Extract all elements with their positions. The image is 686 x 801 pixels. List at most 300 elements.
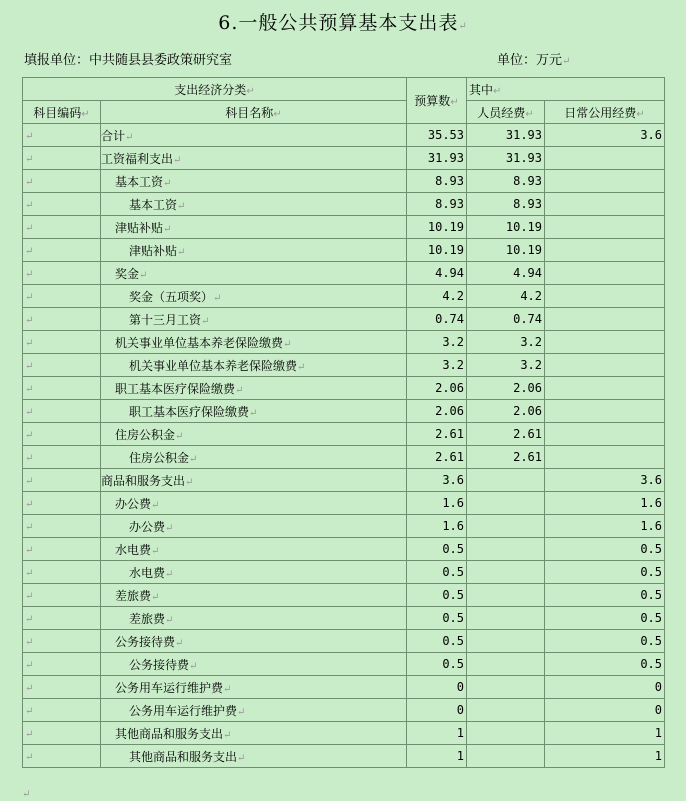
personnel-cell <box>467 515 545 538</box>
personnel-cell <box>467 561 545 584</box>
end-paragraph-mark <box>22 782 30 801</box>
item-name: 合计 <box>101 128 126 143</box>
name-cell <box>101 124 407 147</box>
personnel-cell <box>467 308 545 331</box>
personnel-cell <box>467 423 545 446</box>
table-row <box>23 262 665 285</box>
name-cell <box>101 331 407 354</box>
personnel-cell <box>467 722 545 745</box>
daily-cell <box>545 676 665 699</box>
paragraph-mark: ↵ <box>189 660 198 672</box>
daily-cell <box>545 216 665 239</box>
code-cell <box>23 676 101 699</box>
daily-cell <box>545 561 665 584</box>
paragraph-mark: ↵ <box>189 453 198 465</box>
personnel-cell <box>467 538 545 561</box>
table-row <box>23 354 665 377</box>
personnel-cell <box>467 193 545 216</box>
personnel-value: 4.2 <box>520 289 542 303</box>
daily-cell <box>545 262 665 285</box>
name-cell <box>101 262 407 285</box>
name-cell <box>101 239 407 262</box>
table-row <box>23 515 665 538</box>
currency-unit-text: 单位：万元 <box>497 53 563 68</box>
daily-cell <box>545 653 665 676</box>
budget-value: 1.6 <box>442 496 464 510</box>
item-name: 公务接待费 <box>115 634 176 649</box>
code-cell <box>23 515 101 538</box>
paragraph-mark: ↵ <box>273 108 282 120</box>
name-cell <box>101 147 407 170</box>
table-row <box>23 193 665 216</box>
personnel-cell <box>467 377 545 400</box>
paragraph-mark: ↵ <box>175 637 184 649</box>
expenditure-table <box>22 77 665 768</box>
paragraph-mark: ↵ <box>636 108 645 120</box>
table-row <box>23 147 665 170</box>
personnel-cell <box>467 630 545 653</box>
budget-value: 0.5 <box>442 634 464 648</box>
personnel-cell <box>467 492 545 515</box>
daily-cell <box>545 630 665 653</box>
name-cell <box>101 653 407 676</box>
header-code-label: 科目编码 <box>33 105 82 120</box>
code-cell <box>23 699 101 722</box>
budget-value: 3.2 <box>442 358 464 372</box>
paragraph-mark: ↵ <box>235 384 244 396</box>
header-budget <box>407 78 467 124</box>
table-row <box>23 216 665 239</box>
daily-cell <box>545 170 665 193</box>
personnel-value: 8.93 <box>513 197 542 211</box>
daily-value: 0.5 <box>640 588 662 602</box>
budget-value: 1.6 <box>442 519 464 533</box>
personnel-value: 2.61 <box>513 427 542 441</box>
name-cell <box>101 515 407 538</box>
code-cell <box>23 722 101 745</box>
paragraph-mark: ↵ <box>25 430 34 441</box>
paragraph-mark: ↵ <box>25 476 34 487</box>
budget-cell <box>407 262 467 285</box>
paragraph-mark: ↵ <box>163 223 172 235</box>
budget-cell <box>407 492 467 515</box>
code-cell <box>23 147 101 170</box>
name-cell <box>101 469 407 492</box>
code-cell <box>23 170 101 193</box>
personnel-cell <box>467 469 545 492</box>
budget-cell <box>407 239 467 262</box>
name-cell <box>101 699 407 722</box>
paragraph-mark: ↵ <box>173 154 182 166</box>
item-name: 公务用车运行维护费 <box>129 703 238 718</box>
paragraph-mark: ↵ <box>25 660 34 671</box>
item-name: 奖金 <box>115 266 140 281</box>
paragraph-mark: ↵ <box>450 97 459 108</box>
paragraph-mark: ↵ <box>151 499 160 511</box>
name-cell <box>101 285 407 308</box>
paragraph-mark: ↵ <box>25 246 34 257</box>
table-row <box>23 561 665 584</box>
header-name-label: 科目名称 <box>225 105 274 120</box>
item-name: 办公费 <box>115 496 152 511</box>
daily-value: 1.6 <box>640 519 662 533</box>
code-cell <box>23 354 101 377</box>
item-name: 第十三月工资 <box>129 312 202 327</box>
budget-cell <box>407 124 467 147</box>
paragraph-mark: ↵ <box>25 315 34 326</box>
daily-cell <box>545 469 665 492</box>
personnel-cell <box>467 124 545 147</box>
daily-cell <box>545 699 665 722</box>
paragraph-mark: ↵ <box>25 614 34 625</box>
daily-cell <box>545 745 665 768</box>
code-cell <box>23 561 101 584</box>
code-cell <box>23 400 101 423</box>
budget-value: 0 <box>456 680 464 694</box>
header-name <box>101 101 407 124</box>
name-cell <box>101 561 407 584</box>
code-cell <box>23 262 101 285</box>
paragraph-mark: ↵ <box>165 614 174 626</box>
budget-cell <box>407 630 467 653</box>
name-cell <box>101 584 407 607</box>
budget-value: 2.06 <box>435 404 464 418</box>
table-row <box>23 676 665 699</box>
paragraph-mark: ↵ <box>25 223 34 234</box>
daily-value: 0 <box>654 680 662 694</box>
item-name: 机关事业单位基本养老保险缴费 <box>115 335 284 350</box>
paragraph-mark: ↵ <box>25 338 34 349</box>
paragraph-mark: ↵ <box>25 407 34 418</box>
personnel-cell <box>467 607 545 630</box>
personnel-cell <box>467 262 545 285</box>
budget-cell <box>407 216 467 239</box>
daily-cell <box>545 285 665 308</box>
daily-cell <box>545 515 665 538</box>
name-cell <box>101 492 407 515</box>
header-row-1 <box>23 78 665 101</box>
code-cell <box>23 630 101 653</box>
reporting-unit <box>24 49 232 68</box>
table-row <box>23 170 665 193</box>
code-cell <box>23 538 101 561</box>
header-daily <box>545 101 665 124</box>
title-text: 6.一般公共预算基本支出表 <box>218 12 459 34</box>
budget-value: 1 <box>456 749 464 763</box>
budget-value: 0.74 <box>435 312 464 326</box>
header-among-label: 其中 <box>469 82 494 97</box>
personnel-cell <box>467 216 545 239</box>
budget-value: 0 <box>456 703 464 717</box>
personnel-cell <box>467 170 545 193</box>
table-row <box>23 400 665 423</box>
personnel-value: 10.19 <box>505 243 542 257</box>
daily-cell <box>545 239 665 262</box>
daily-cell <box>545 147 665 170</box>
paragraph-mark: ↵ <box>25 591 34 602</box>
daily-cell <box>545 446 665 469</box>
budget-cell <box>407 308 467 331</box>
paragraph-mark: ↵ <box>237 706 246 718</box>
daily-value: 3.6 <box>640 473 662 487</box>
code-cell <box>23 331 101 354</box>
paragraph-mark: ↵ <box>151 545 160 557</box>
paragraph-mark: ↵ <box>25 361 34 372</box>
personnel-value: 10.19 <box>505 220 542 234</box>
personnel-cell <box>467 354 545 377</box>
budget-cell <box>407 400 467 423</box>
daily-value: 0.5 <box>640 634 662 648</box>
header-daily-label: 日常公用经费 <box>564 105 637 120</box>
paragraph-mark: ↵ <box>297 361 306 373</box>
table-row <box>23 423 665 446</box>
name-cell <box>101 423 407 446</box>
item-name: 办公费 <box>129 519 166 534</box>
personnel-cell <box>467 446 545 469</box>
personnel-cell <box>467 285 545 308</box>
budget-cell <box>407 331 467 354</box>
budget-cell <box>407 676 467 699</box>
paragraph-mark: ↵ <box>25 177 34 188</box>
table-row <box>23 745 665 768</box>
table-row <box>23 538 665 561</box>
paragraph-mark: ↵ <box>25 499 34 510</box>
paragraph-mark: ↵ <box>185 476 194 488</box>
table-row <box>23 607 665 630</box>
daily-cell <box>545 193 665 216</box>
budget-cell <box>407 446 467 469</box>
paragraph-mark: ↵ <box>283 338 292 350</box>
table-row <box>23 308 665 331</box>
budget-cell <box>407 561 467 584</box>
table-body <box>23 124 665 768</box>
paragraph-mark: ↵ <box>249 407 258 419</box>
budget-cell <box>407 285 467 308</box>
table-row <box>23 377 665 400</box>
budget-cell <box>407 423 467 446</box>
name-cell <box>101 630 407 653</box>
daily-value: 0 <box>654 703 662 717</box>
personnel-value: 2.61 <box>513 450 542 464</box>
code-cell <box>23 607 101 630</box>
table-row <box>23 630 665 653</box>
paragraph-mark: ↵ <box>25 706 34 717</box>
paragraph-mark: ↵ <box>458 21 468 32</box>
daily-value: 3.6 <box>640 128 662 142</box>
budget-value: 4.94 <box>435 266 464 280</box>
budget-value: 0.5 <box>442 588 464 602</box>
daily-cell <box>545 423 665 446</box>
budget-value: 2.06 <box>435 381 464 395</box>
table-row <box>23 699 665 722</box>
paragraph-mark: ↵ <box>25 683 34 694</box>
budget-value: 31.93 <box>427 151 464 165</box>
paragraph-mark: ↵ <box>81 108 90 120</box>
paragraph-mark: ↵ <box>201 315 210 327</box>
personnel-value: 4.94 <box>513 266 542 280</box>
personnel-value: 8.93 <box>513 174 542 188</box>
paragraph-mark: ↵ <box>25 154 34 165</box>
budget-value: 8.93 <box>435 197 464 211</box>
budget-value: 0.5 <box>442 542 464 556</box>
budget-cell <box>407 745 467 768</box>
item-name: 其他商品和服务支出 <box>115 726 224 741</box>
item-name: 机关事业单位基本养老保险缴费 <box>129 358 298 373</box>
table-row <box>23 331 665 354</box>
daily-cell <box>545 354 665 377</box>
budget-value: 35.53 <box>427 128 464 142</box>
item-name: 职工基本医疗保险缴费 <box>115 381 236 396</box>
header-among <box>467 78 665 101</box>
name-cell <box>101 170 407 193</box>
daily-cell <box>545 722 665 745</box>
paragraph-mark: ↵ <box>139 269 148 281</box>
reporting-unit-text: 填报单位：中共随县县委政策研究室 <box>24 53 233 68</box>
table-row <box>23 239 665 262</box>
paragraph-mark: ↵ <box>25 752 34 763</box>
code-cell <box>23 492 101 515</box>
budget-cell <box>407 147 467 170</box>
daily-value: 0.5 <box>640 611 662 625</box>
item-name: 其他商品和服务支出 <box>129 749 238 764</box>
daily-value: 0.5 <box>640 565 662 579</box>
personnel-value: 3.2 <box>520 358 542 372</box>
paragraph-mark: ↵ <box>175 430 184 442</box>
header-personnel-label: 人员经费 <box>477 105 526 120</box>
budget-cell <box>407 653 467 676</box>
paragraph-mark: ↵ <box>165 522 174 534</box>
item-name: 奖金（五项奖） <box>129 289 214 304</box>
budget-value: 3.6 <box>442 473 464 487</box>
code-cell <box>23 285 101 308</box>
daily-cell <box>545 124 665 147</box>
budget-cell <box>407 469 467 492</box>
personnel-cell <box>467 676 545 699</box>
daily-cell <box>545 400 665 423</box>
budget-cell <box>407 354 467 377</box>
paragraph-mark: ↵ <box>25 522 34 533</box>
budget-value: 10.19 <box>427 220 464 234</box>
header-category <box>23 78 407 101</box>
paragraph-mark: ↵ <box>25 200 34 211</box>
item-name: 差旅费 <box>129 611 166 626</box>
paragraph-mark: ↵ <box>25 269 34 280</box>
item-name: 住房公积金 <box>129 450 190 465</box>
paragraph-mark: ↵ <box>163 177 172 189</box>
item-name: 水电费 <box>115 542 152 557</box>
personnel-cell <box>467 147 545 170</box>
budget-value: 0.5 <box>442 565 464 579</box>
paragraph-mark: ↵ <box>25 292 34 303</box>
daily-value: 0.5 <box>640 542 662 556</box>
paragraph-mark: ↵ <box>25 729 34 740</box>
name-cell <box>101 676 407 699</box>
paragraph-mark: ↵ <box>237 752 246 764</box>
paragraph-mark: ↵ <box>525 108 534 120</box>
daily-value: 1.6 <box>640 496 662 510</box>
paragraph-mark: ↵ <box>223 683 232 695</box>
item-name: 基本工资 <box>129 197 178 212</box>
paragraph-mark: ↵ <box>25 568 34 579</box>
code-cell <box>23 446 101 469</box>
paragraph-mark: ↵ <box>223 729 232 741</box>
daily-cell <box>545 584 665 607</box>
daily-cell <box>545 607 665 630</box>
table-row <box>23 653 665 676</box>
budget-cell <box>407 193 467 216</box>
paragraph-mark: ↵ <box>246 85 255 97</box>
header-personnel <box>467 101 545 124</box>
table-row <box>23 584 665 607</box>
document-title <box>0 8 686 35</box>
item-name: 住房公积金 <box>115 427 176 442</box>
personnel-cell <box>467 745 545 768</box>
code-cell <box>23 124 101 147</box>
personnel-cell <box>467 239 545 262</box>
currency-unit <box>497 49 570 68</box>
budget-value: 1 <box>456 726 464 740</box>
name-cell <box>101 354 407 377</box>
item-name: 商品和服务支出 <box>101 473 186 488</box>
budget-value: 10.19 <box>427 243 464 257</box>
budget-value: 3.2 <box>442 335 464 349</box>
paragraph-mark: ↵ <box>213 292 222 304</box>
name-cell <box>101 745 407 768</box>
name-cell <box>101 538 407 561</box>
name-cell <box>101 308 407 331</box>
code-cell <box>23 745 101 768</box>
header-code <box>23 101 101 124</box>
personnel-value: 31.93 <box>505 128 542 142</box>
personnel-value: 2.06 <box>513 381 542 395</box>
budget-cell <box>407 515 467 538</box>
budget-cell <box>407 170 467 193</box>
item-name: 水电费 <box>129 565 166 580</box>
budget-cell <box>407 584 467 607</box>
paragraph-mark: ↵ <box>25 637 34 648</box>
daily-cell <box>545 538 665 561</box>
code-cell <box>23 377 101 400</box>
name-cell <box>101 400 407 423</box>
budget-value: 4.2 <box>442 289 464 303</box>
name-cell <box>101 446 407 469</box>
code-cell <box>23 308 101 331</box>
table-row <box>23 492 665 515</box>
table-row <box>23 722 665 745</box>
table-row <box>23 285 665 308</box>
personnel-cell <box>467 331 545 354</box>
daily-value: 0.5 <box>640 657 662 671</box>
paragraph-mark: ↵ <box>22 789 31 800</box>
budget-cell <box>407 699 467 722</box>
budget-value: 2.61 <box>435 427 464 441</box>
budget-cell <box>407 607 467 630</box>
name-cell <box>101 377 407 400</box>
header-row-2 <box>23 101 665 124</box>
item-name: 公务接待费 <box>129 657 190 672</box>
personnel-value: 0.74 <box>513 312 542 326</box>
code-cell <box>23 584 101 607</box>
name-cell <box>101 722 407 745</box>
header-budget-label: 预算数 <box>414 94 451 108</box>
table-row <box>23 124 665 147</box>
table-row <box>23 446 665 469</box>
item-name: 津贴补贴 <box>115 220 164 235</box>
daily-cell <box>545 331 665 354</box>
paragraph-mark: ↵ <box>25 453 34 464</box>
name-cell <box>101 216 407 239</box>
name-cell <box>101 193 407 216</box>
